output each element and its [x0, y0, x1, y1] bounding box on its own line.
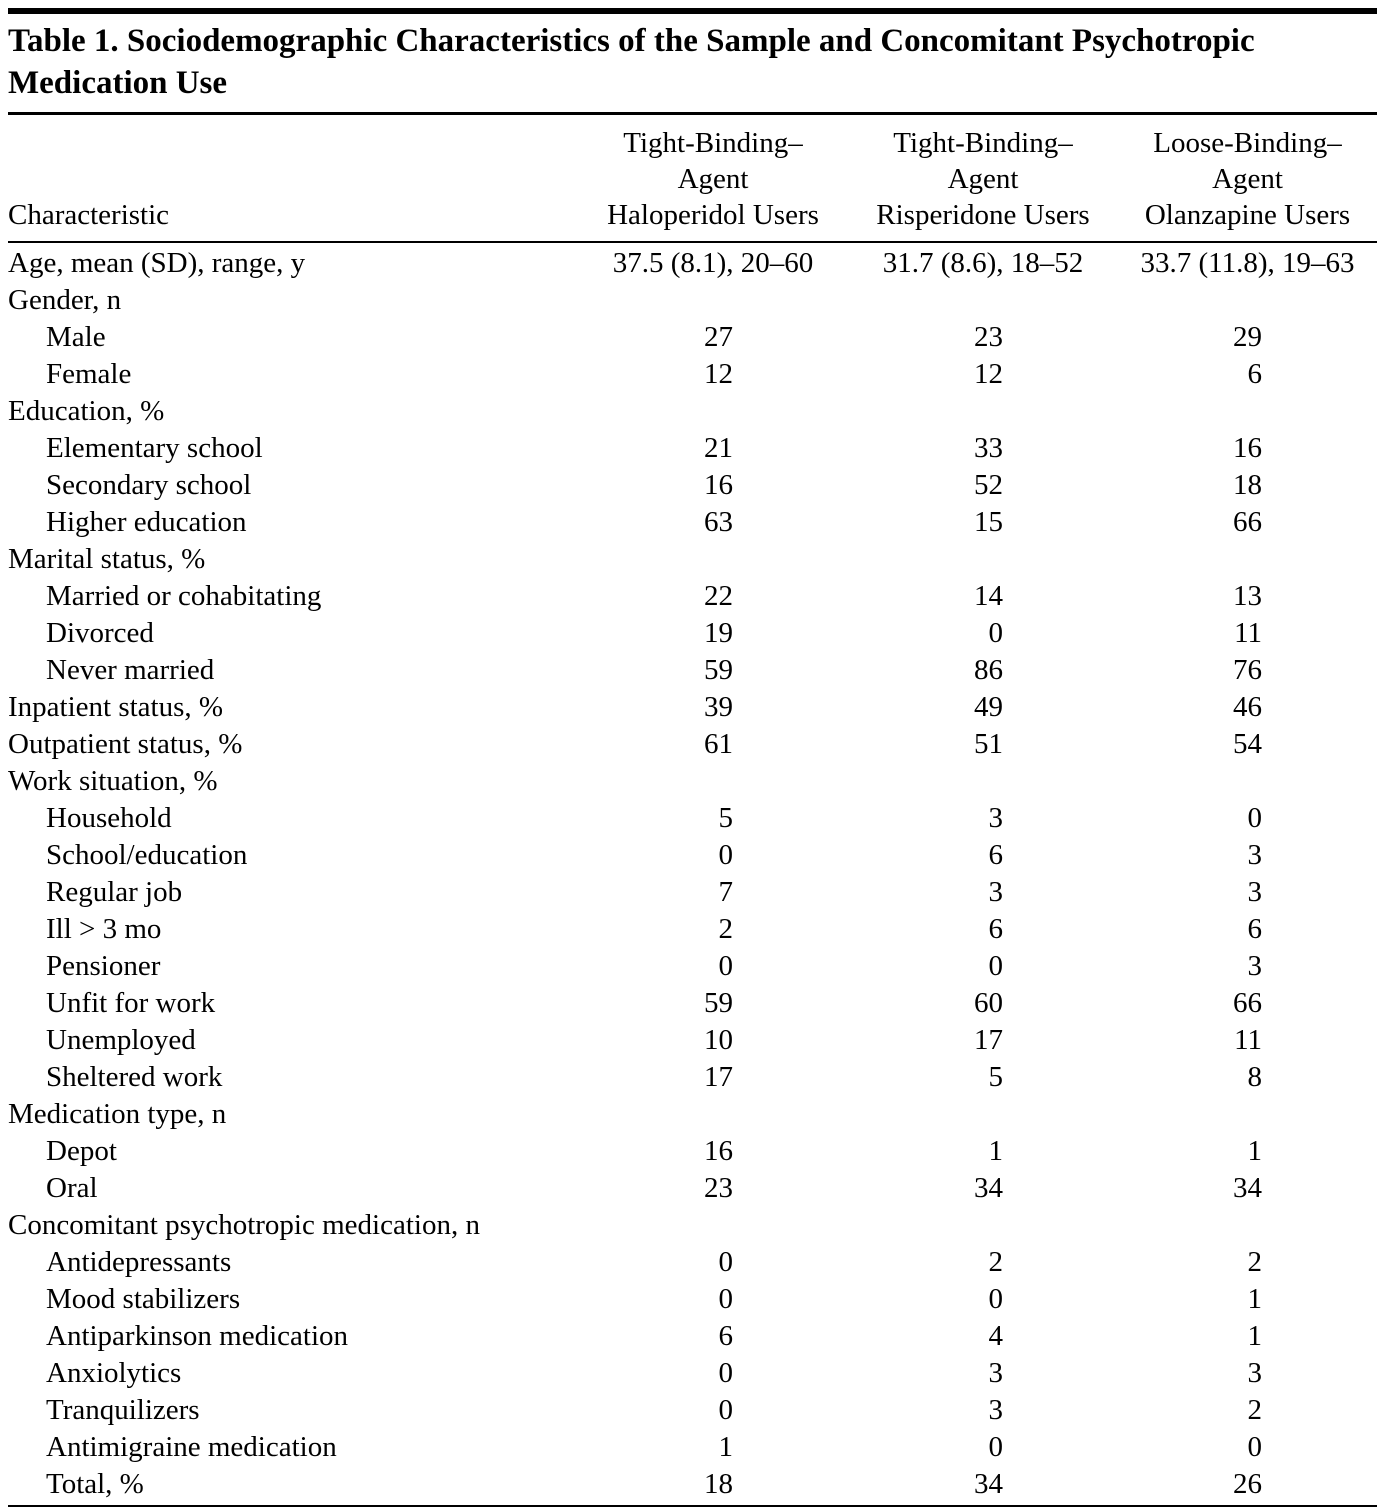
row-value	[578, 393, 848, 430]
table-row	[8, 689, 1377, 726]
row-label: Male	[46, 321, 106, 354]
row-label: Marital status, %	[8, 543, 206, 576]
row-value: 0	[718, 1283, 733, 1316]
column-header-haloperidol	[578, 125, 848, 233]
row-value: 34	[974, 1468, 1003, 1501]
row-label: Total, %	[46, 1468, 144, 1501]
row-value: 60	[974, 987, 1003, 1020]
row-value: 7	[718, 876, 733, 909]
row-value: 1	[1247, 1283, 1262, 1316]
row-label: Anxiolytics	[46, 1357, 182, 1390]
row-value: 3	[1247, 950, 1262, 983]
row-value: 54	[1233, 728, 1262, 761]
row-value: 18	[704, 1468, 733, 1501]
header-line: Agent	[947, 163, 1019, 196]
row-value: 26	[1233, 1468, 1262, 1501]
row-value: 66	[1233, 987, 1262, 1020]
row-value: 86	[974, 654, 1003, 687]
row-value: 22	[704, 580, 733, 613]
table-body	[8, 243, 1377, 1503]
table-row	[8, 1170, 1377, 1207]
row-label: Antidepressants	[46, 1246, 232, 1279]
row-value: 61	[704, 728, 733, 761]
table-row	[8, 1096, 1377, 1133]
row-value: 51	[974, 728, 1003, 761]
row-label: School/education	[46, 839, 248, 872]
row-value: 0	[988, 1283, 1003, 1316]
row-value: 46	[1233, 691, 1262, 724]
row-value: 14	[974, 580, 1003, 613]
row-value: 5	[718, 802, 733, 835]
row-label: Tranquilizers	[46, 1394, 200, 1427]
table-row	[8, 1207, 1377, 1244]
row-value: 33	[974, 432, 1003, 465]
row-value: 76	[1233, 654, 1262, 687]
table-row	[8, 578, 1377, 615]
bottom-rule-gap	[8, 1507, 1377, 1511]
row-label: Concomitant psychotropic medication, n	[8, 1209, 480, 1242]
column-header-characteristic: Characteristic	[8, 199, 170, 232]
table-title: Table 1. Sociodemographic Characteristics of the Sample and Concomitant Psychotropic Medication Use	[8, 23, 1255, 102]
row-label: Elementary school	[46, 432, 263, 465]
row-label: Age, mean (SD), range, y	[8, 247, 306, 280]
row-label: Secondary school	[46, 469, 252, 502]
row-value: 59	[704, 987, 733, 1020]
row-value: 31.7 (8.6), 18–52	[882, 247, 1084, 280]
row-value: 34	[1233, 1172, 1262, 1205]
row-value: 39	[704, 691, 733, 724]
row-value: 33.7 (11.8), 19–63	[1140, 247, 1355, 280]
row-value: 10	[704, 1024, 733, 1057]
row-value: 15	[974, 506, 1003, 539]
row-value	[848, 282, 1118, 319]
row-label: Female	[46, 358, 132, 391]
table-row	[8, 430, 1377, 467]
row-value: 21	[704, 432, 733, 465]
table-row	[8, 911, 1377, 948]
table-row	[8, 1059, 1377, 1096]
table-row	[8, 985, 1377, 1022]
row-label: Mood stabilizers	[46, 1283, 241, 1316]
row-label: Ill > 3 mo	[46, 913, 162, 946]
row-value: 4	[988, 1320, 1003, 1353]
row-value: 11	[1234, 1024, 1262, 1057]
row-value: 8	[1247, 1061, 1262, 1094]
table-header	[8, 115, 1377, 241]
row-value: 0	[718, 950, 733, 983]
row-label: Sheltered work	[46, 1061, 223, 1094]
table-row	[8, 541, 1377, 578]
header-line: Loose-Binding–	[1153, 127, 1342, 160]
table-row	[8, 356, 1377, 393]
row-label: Higher education	[46, 506, 247, 539]
table-row	[8, 1392, 1377, 1429]
row-value: 5	[988, 1061, 1003, 1094]
row-value: 37.5 (8.1), 20–60	[612, 247, 814, 280]
row-value: 12	[704, 358, 733, 391]
row-value	[1118, 393, 1377, 430]
table-row	[8, 1318, 1377, 1355]
row-value: 0	[988, 617, 1003, 650]
table-row	[8, 393, 1377, 430]
row-value: 0	[718, 1394, 733, 1427]
row-value: 23	[974, 321, 1003, 354]
row-value: 16	[704, 469, 733, 502]
row-value: 0	[1247, 1431, 1262, 1464]
row-value: 6	[1247, 358, 1262, 391]
table-row	[8, 282, 1377, 319]
row-value	[848, 541, 1118, 578]
row-value: 6	[988, 839, 1003, 872]
row-value	[848, 1096, 1118, 1133]
row-value: 2	[1247, 1394, 1262, 1427]
header-line: Agent	[1212, 163, 1283, 196]
row-value: 0	[988, 950, 1003, 983]
row-value	[848, 1207, 1118, 1244]
row-value: 49	[974, 691, 1003, 724]
table-row	[8, 245, 1377, 282]
row-value: 1	[988, 1135, 1003, 1168]
row-value	[1118, 282, 1377, 319]
row-value: 6	[988, 913, 1003, 946]
row-value: 18	[1233, 469, 1262, 502]
row-label: Depot	[46, 1135, 117, 1168]
table-row	[8, 763, 1377, 800]
row-label: Oral	[46, 1172, 98, 1205]
row-label: Outpatient status, %	[8, 728, 243, 761]
row-value	[578, 1096, 848, 1133]
header-line: Risperidone Users	[876, 199, 1090, 232]
row-value: 1	[1247, 1320, 1262, 1353]
row-value	[578, 1207, 848, 1244]
row-value: 16	[1233, 432, 1262, 465]
row-label: Household	[46, 802, 172, 835]
row-value: 1	[1247, 1135, 1262, 1168]
row-value: 0	[718, 1246, 733, 1279]
row-value: 17	[974, 1024, 1003, 1057]
row-label: Divorced	[46, 617, 154, 650]
table-row	[8, 837, 1377, 874]
row-value: 23	[704, 1172, 733, 1205]
row-value: 19	[704, 617, 733, 650]
row-label: Unfit for work	[46, 987, 216, 1020]
row-value	[1118, 1096, 1377, 1133]
header-line: Haloperidol Users	[607, 199, 819, 232]
header-line: Agent	[677, 163, 749, 196]
row-value: 16	[704, 1135, 733, 1168]
table-row	[8, 467, 1377, 504]
row-value: 27	[704, 321, 733, 354]
row-value	[848, 393, 1118, 430]
row-value: 0	[718, 839, 733, 872]
row-value: 59	[704, 654, 733, 687]
row-label: Married or cohabitating	[46, 580, 322, 613]
row-value: 6	[1247, 913, 1262, 946]
table-row	[8, 1429, 1377, 1466]
table-row	[8, 1281, 1377, 1318]
row-value: 0	[718, 1357, 733, 1390]
row-value: 52	[974, 469, 1003, 502]
row-label: Never married	[46, 654, 215, 687]
row-value	[1118, 541, 1377, 578]
table-row	[8, 504, 1377, 541]
row-label: Regular job	[46, 876, 183, 909]
row-value: 2	[988, 1246, 1003, 1279]
table-row	[8, 726, 1377, 763]
row-value	[578, 763, 848, 800]
row-value: 66	[1233, 506, 1262, 539]
row-value: 3	[1247, 1357, 1262, 1390]
row-label: Education, %	[8, 395, 165, 428]
header-line: Tight-Binding–	[623, 127, 803, 160]
row-value	[578, 282, 848, 319]
bottom-rules	[8, 1505, 1377, 1511]
row-value: 6	[718, 1320, 733, 1353]
row-value: 12	[974, 358, 1003, 391]
row-value	[848, 763, 1118, 800]
table-row	[8, 800, 1377, 837]
row-value: 3	[1247, 876, 1262, 909]
row-value: 17	[704, 1061, 733, 1094]
top-rule	[8, 8, 1377, 14]
row-value: 0	[988, 1431, 1003, 1464]
header-line: Olanzapine Users	[1144, 199, 1351, 232]
table-row	[8, 948, 1377, 985]
row-value: 0	[1247, 802, 1262, 835]
row-label: Unemployed	[46, 1024, 196, 1057]
row-value: 2	[718, 913, 733, 946]
row-label: Antimigraine medication	[46, 1431, 337, 1464]
row-label: Pensioner	[46, 950, 161, 983]
row-label: Gender, n	[8, 284, 122, 317]
row-label: Work situation, %	[8, 765, 218, 798]
column-header-risperidone	[848, 125, 1118, 233]
row-value	[1118, 763, 1377, 800]
row-value: 34	[974, 1172, 1003, 1205]
table-row	[8, 652, 1377, 689]
row-value: 63	[704, 506, 733, 539]
row-value: 3	[988, 802, 1003, 835]
table-row	[8, 1133, 1377, 1170]
row-value: 11	[1234, 617, 1262, 650]
table-row	[8, 615, 1377, 652]
row-value	[578, 541, 848, 578]
row-value: 3	[988, 876, 1003, 909]
row-value: 3	[988, 1394, 1003, 1427]
row-value	[1118, 1207, 1377, 1244]
table-row	[8, 1244, 1377, 1281]
column-header-olanzapine	[1118, 125, 1377, 233]
row-label: Antiparkinson medication	[46, 1320, 349, 1353]
table-row	[8, 1355, 1377, 1392]
header-line: Tight-Binding–	[893, 127, 1073, 160]
table-row	[8, 1022, 1377, 1059]
row-value: 2	[1247, 1246, 1262, 1279]
row-label: Medication type, n	[8, 1098, 227, 1131]
row-label: Inpatient status, %	[8, 691, 224, 724]
row-value: 13	[1233, 580, 1262, 613]
table-row	[8, 1466, 1377, 1503]
row-value: 1	[718, 1431, 733, 1464]
table-row	[8, 874, 1377, 911]
table-row	[8, 319, 1377, 356]
row-value: 29	[1233, 321, 1262, 354]
row-value: 3	[988, 1357, 1003, 1390]
row-value: 3	[1247, 839, 1262, 872]
